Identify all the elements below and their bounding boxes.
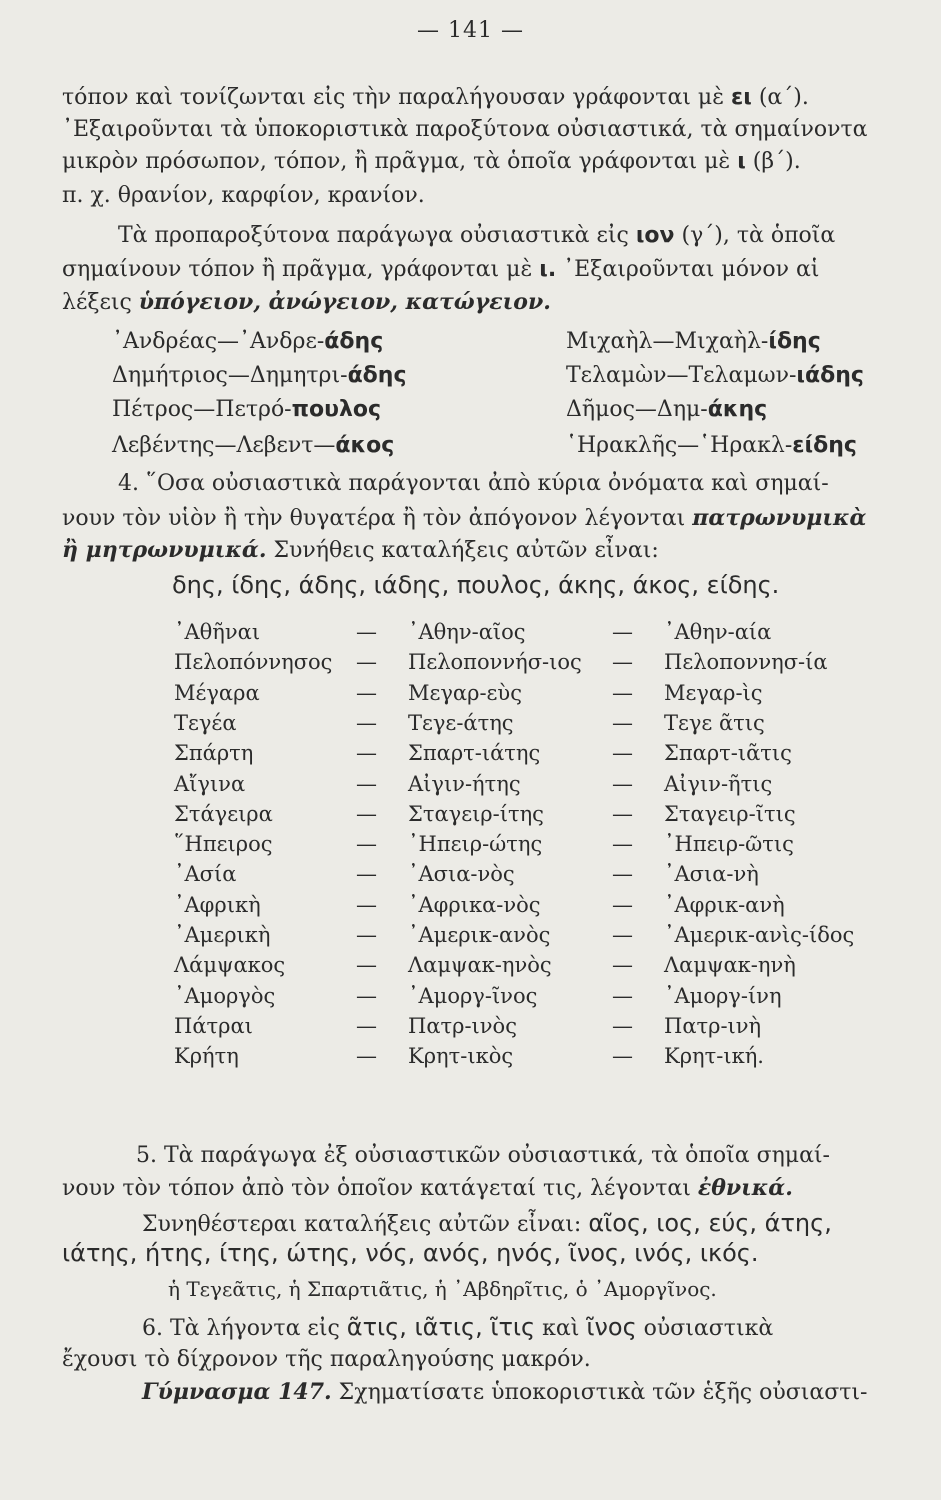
table-place-name: ᾿Αμερικὴ	[174, 923, 271, 947]
table-place-name: ᾿Ασία	[174, 862, 237, 886]
table-place-name: Σπάρτη	[174, 741, 254, 765]
table-dash: —	[612, 893, 633, 917]
table-place-name: ῞Ηπειρος	[174, 832, 273, 856]
para5-line3: Συνηθέστεραι καταλήξεις αὐτῶν εἶναι: αῖος, ιος, εύς, άτης,	[142, 1209, 832, 1237]
table-feminine-form: Λαμψακ-ηνὴ	[664, 953, 796, 977]
table-masculine-form: ᾿Ηπειρ-ώτης	[408, 832, 543, 856]
table-place-name: Τεγέα	[174, 711, 237, 735]
table-dash: —	[356, 802, 377, 826]
para6-line2: ἔχουσι τὸ δίχρονον τῆς παραληγούσης μακρόν.	[62, 1347, 591, 1372]
table-masculine-form: Σπαρτ-ιάτης	[408, 741, 541, 765]
para2-line2: σημαίνουν τόπον ἢ πρᾶγμα, γράφονται μὲ ι. ᾿Εξαιροῦνται μόνον αἱ	[62, 257, 820, 282]
table-place-name: ᾿Αθῆναι	[174, 620, 261, 644]
name-pair-left: Πέτρος—Πετρό-πουλος	[112, 397, 382, 422]
table-masculine-form: Μεγαρ-εὺς	[408, 681, 522, 705]
para1-line2: ᾿Εξαιροῦνται τὰ ὑποκοριστικὰ παροξύτονα οὐσιαστικά, τὰ σημαίνοντα	[62, 117, 868, 142]
table-masculine-form: Κρητ-ικὸς	[408, 1044, 514, 1068]
name-pair-right: Μιχαὴλ—Μιχαὴλ-ίδης	[566, 329, 821, 354]
name-pair-left: ᾿Ανδρέας—᾿Ανδρε-άδης	[112, 329, 384, 354]
table-dash: —	[356, 832, 377, 856]
table-place-name: Μέγαρα	[174, 681, 260, 705]
para4-line3: ἢ μητρωνυμικά. Συνήθεις καταλήξεις αὐτῶν εἶναι:	[62, 537, 659, 563]
table-feminine-form: ᾿Αθην-αία	[664, 620, 772, 644]
table-masculine-form: Πατρ-ινὸς	[408, 1014, 517, 1038]
para2-line3: λέξεις ὑπόγειον, ἀνώγειον, κατώγειον.	[62, 289, 551, 315]
para6-line1: 6. Τὰ λήγοντα εἰς ᾶτις, ιᾶτις, ῖτις καὶ ῖνος οὐσιαστικὰ	[142, 1313, 774, 1341]
table-dash: —	[612, 1044, 633, 1068]
para4-line1: 4. ῞Οσα οὐσιαστικὰ παράγονται ἀπὸ κύρια ὀνόματα καὶ σημαί-	[118, 471, 829, 496]
table-place-name: Πελοπόννησος	[174, 650, 333, 674]
para1-line3: μικρὸν πρόσωπον, τόπον, ἢ πρᾶγμα, τὰ ὁποῖα γράφονται μὲ ι (β΄).	[62, 149, 801, 174]
table-dash: —	[612, 923, 633, 947]
table-masculine-form: ᾿Αμερικ-ανὸς	[408, 923, 551, 947]
table-dash: —	[612, 832, 633, 856]
table-masculine-form: ᾿Αμοργ-ῖνος	[408, 984, 538, 1008]
table-dash: —	[356, 772, 377, 796]
table-feminine-form: Αἰγιν-ῆτις	[664, 772, 773, 796]
para4-line2: νουν τὸν υἱὸν ἢ τὴν θυγατέρα ἢ τὸν ἀπόγονον λέγονται πατρωνυμικὰ	[62, 505, 867, 531]
name-pair-right: Δῆμος—Δημ-άκης	[566, 397, 768, 422]
table-dash: —	[356, 893, 377, 917]
table-dash: —	[356, 862, 377, 886]
para5-line1: 5. Τὰ παράγωγα ἐξ οὐσιαστικῶν οὐσιαστικά, τὰ ὁποῖα σημαί-	[136, 1143, 830, 1168]
table-dash: —	[356, 1014, 377, 1038]
table-dash: —	[612, 953, 633, 977]
table-dash: —	[612, 984, 633, 1008]
table-feminine-form: ᾿Αμερικ-ανὶς-ίδος	[664, 923, 855, 947]
name-pair-left: Λεβέντης—Λεβεντ—άκος	[112, 433, 395, 458]
table-dash: —	[356, 1044, 377, 1068]
table-masculine-form: Σταγειρ-ίτης	[408, 802, 544, 826]
para5-line2: νουν τὸν τόπον ἀπὸ τὸν ὁποῖον κατάγεταί τις, λέγονται ἐθνικά.	[62, 1175, 793, 1201]
table-feminine-form: Σταγειρ-ῖτις	[664, 802, 796, 826]
table-feminine-form: Πατρ-ινὴ	[664, 1014, 762, 1038]
table-dash: —	[356, 620, 377, 644]
table-place-name: Κρήτη	[174, 1044, 239, 1068]
table-feminine-form: ᾿Αμοργ-ίνη	[664, 984, 782, 1008]
table-dash: —	[612, 1014, 633, 1038]
table-masculine-form: Τεγε-άτης	[408, 711, 514, 735]
table-feminine-form: Πελοποννησ-ία	[664, 650, 828, 674]
table-dash: —	[356, 923, 377, 947]
table-dash: —	[356, 681, 377, 705]
table-feminine-form: ᾿Αφρικ-ανὴ	[664, 893, 785, 917]
table-place-name: ᾿Αμοργὸς	[174, 984, 276, 1008]
table-feminine-form: ᾿Ηπειρ-ῶτις	[664, 832, 794, 856]
table-place-name: Αἴγινα	[174, 772, 246, 796]
table-dash: —	[612, 711, 633, 735]
name-pair-left: Δημήτριος—Δημητρι-άδης	[112, 363, 407, 388]
page-number: — 141 —	[417, 18, 524, 43]
table-dash: —	[612, 741, 633, 765]
name-pair-right: Τελαμὼν—Τελαμων-ιάδης	[566, 363, 864, 388]
table-dash: —	[612, 772, 633, 796]
table-feminine-form: Κρητ-ική.	[664, 1044, 764, 1068]
table-dash: —	[356, 953, 377, 977]
para1-line1: τόπον καὶ τονίζωνται εἰς τὴν παραλήγουσαν γράφονται μὲ ει (α΄).	[62, 85, 809, 110]
exercise-line: Γύμνασμα 147. Σχηματίσατε ὑποκοριστικὰ τῶν ἑξῆς οὐσιαστι-	[142, 1379, 868, 1405]
table-place-name: Λάμψακος	[174, 953, 286, 977]
exercise-label: Γύμνασμα 147.	[142, 1379, 332, 1405]
table-feminine-form: Τεγε ᾶτις	[664, 711, 765, 735]
para2-line1: Τὰ προπαροξύτονα παράγωγα οὐσιαστικὰ εἰς ιον (γ΄), τὰ ὁποῖα	[118, 223, 836, 248]
para1-line4: π. χ. θρανίον, καρφίον, κρανίον.	[62, 183, 425, 208]
table-dash: —	[356, 711, 377, 735]
table-masculine-form: ᾿Αφρικα-νὸς	[408, 893, 541, 917]
patronymic-suffixes: δης, ίδης, άδης, ιάδης, πουλος, άκης, άκος, είδης.	[172, 571, 780, 599]
table-masculine-form: Πελοποννήσ-ιος	[408, 650, 582, 674]
table-dash: —	[612, 862, 633, 886]
name-pair-right: ῾Ηρακλῆς—῾Ηρακλ-είδης	[566, 433, 857, 458]
para5-line4: ιάτης, ήτης, ίτης, ώτης, νός, ανός, ηνός, ῖνος, ινός, ικός.	[62, 1239, 759, 1267]
table-feminine-form: Μεγαρ-ὶς	[664, 681, 763, 705]
para5-line5: ἡ Τεγεᾶτις, ἡ Σπαρτιᾶτις, ἡ ᾿Αβδηρῖτις, ὁ ᾿Αμοργῖνος.	[168, 1277, 717, 1301]
table-dash: —	[356, 650, 377, 674]
table-place-name: ᾿Αφρικὴ	[174, 893, 261, 917]
table-dash: —	[612, 650, 633, 674]
table-feminine-form: Σπαρτ-ιᾶτις	[664, 741, 792, 765]
table-masculine-form: ᾿Ασια-νὸς	[408, 862, 515, 886]
table-masculine-form: ᾿Αθην-αῖος	[408, 620, 526, 644]
table-masculine-form: Αἰγιν-ήτης	[408, 772, 521, 796]
table-dash: —	[612, 620, 633, 644]
table-dash: —	[612, 802, 633, 826]
table-place-name: Στάγειρα	[174, 802, 273, 826]
table-dash: —	[612, 681, 633, 705]
table-masculine-form: Λαμψακ-ηνὸς	[408, 953, 552, 977]
table-dash: —	[356, 741, 377, 765]
table-dash: —	[356, 984, 377, 1008]
table-place-name: Πάτραι	[174, 1014, 253, 1038]
table-feminine-form: ᾿Ασια-νὴ	[664, 862, 759, 886]
